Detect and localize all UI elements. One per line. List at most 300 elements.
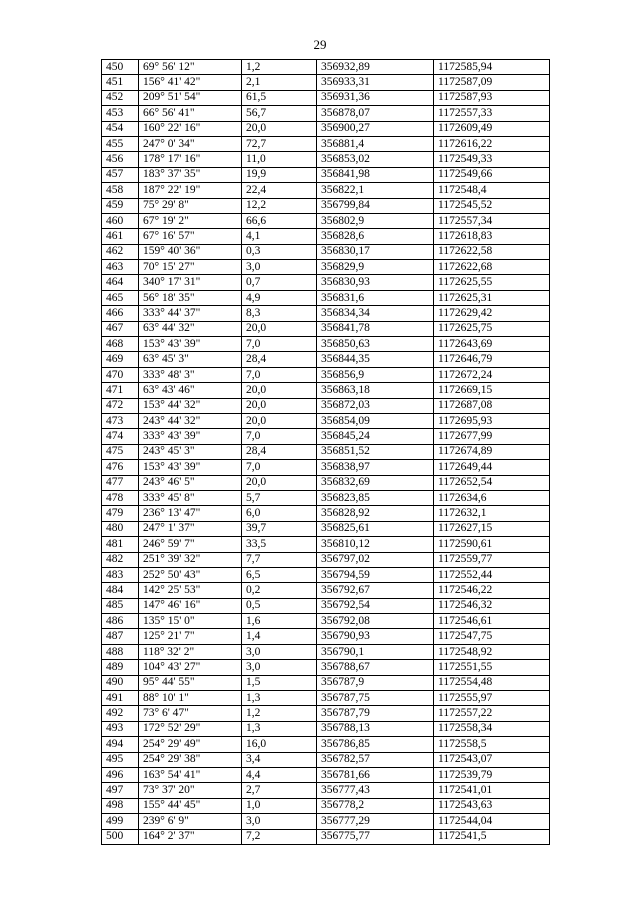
table-row [102, 767, 550, 782]
length-cell: 1,6 [242, 614, 317, 629]
y-coordinate-cell: 1172625,75 [434, 321, 550, 336]
point-number-cell: 462 [102, 244, 139, 259]
length-cell: 33,5 [242, 537, 317, 552]
point-number-cell: 496 [102, 767, 139, 782]
direction-angle-cell: 88° 10' 1" [139, 691, 242, 706]
table-row [102, 152, 550, 167]
direction-angle-cell: 63° 45' 3" [139, 352, 242, 367]
y-coordinate-cell: 1172557,34 [434, 213, 550, 228]
length-cell: 3,0 [242, 660, 317, 675]
direction-angle-cell: 333° 45' 8" [139, 490, 242, 505]
x-coordinate-cell: 356841,98 [317, 167, 434, 182]
table-row [102, 614, 550, 629]
length-cell: 16,0 [242, 737, 317, 752]
table-row [102, 90, 550, 105]
x-coordinate-cell: 356788,67 [317, 660, 434, 675]
table-row [102, 691, 550, 706]
y-coordinate-cell: 1172543,07 [434, 752, 550, 767]
point-number-cell: 481 [102, 537, 139, 552]
point-number-cell: 452 [102, 90, 139, 105]
table-row [102, 444, 550, 459]
x-coordinate-cell: 356828,92 [317, 506, 434, 521]
y-coordinate-cell: 1172546,22 [434, 583, 550, 598]
table-row [102, 213, 550, 228]
point-number-cell: 482 [102, 552, 139, 567]
y-coordinate-cell: 1172585,94 [434, 60, 550, 75]
direction-angle-cell: 147° 46' 16" [139, 598, 242, 613]
length-cell: 3,0 [242, 644, 317, 659]
point-number-cell: 464 [102, 275, 139, 290]
x-coordinate-cell: 356850,63 [317, 337, 434, 352]
x-coordinate-cell: 356777,43 [317, 783, 434, 798]
point-number-cell: 499 [102, 814, 139, 829]
table-row [102, 752, 550, 767]
point-number-cell: 476 [102, 460, 139, 475]
table-row [102, 244, 550, 259]
direction-angle-cell: 73° 6' 47" [139, 706, 242, 721]
direction-angle-cell: 118° 32' 2" [139, 644, 242, 659]
y-coordinate-cell: 1172695,93 [434, 413, 550, 428]
y-coordinate-cell: 1172547,75 [434, 629, 550, 644]
point-number-cell: 488 [102, 644, 139, 659]
direction-angle-cell: 209° 51' 54" [139, 90, 242, 105]
length-cell: 2,7 [242, 783, 317, 798]
table-row [102, 721, 550, 736]
y-coordinate-cell: 1172669,15 [434, 383, 550, 398]
y-coordinate-cell: 1172672,24 [434, 367, 550, 382]
point-number-cell: 454 [102, 121, 139, 136]
x-coordinate-cell: 356844,35 [317, 352, 434, 367]
x-coordinate-cell: 356845,24 [317, 429, 434, 444]
direction-angle-cell: 67° 16' 57" [139, 229, 242, 244]
length-cell: 1,3 [242, 691, 317, 706]
direction-angle-cell: 156° 41' 42" [139, 75, 242, 90]
length-cell: 6,0 [242, 506, 317, 521]
table-row [102, 737, 550, 752]
direction-angle-cell: 239° 6' 9" [139, 814, 242, 829]
point-number-cell: 468 [102, 337, 139, 352]
length-cell: 4,4 [242, 767, 317, 782]
x-coordinate-cell: 356872,03 [317, 398, 434, 413]
point-number-cell: 471 [102, 383, 139, 398]
x-coordinate-cell: 356792,67 [317, 583, 434, 598]
direction-angle-cell: 254° 29' 38" [139, 752, 242, 767]
x-coordinate-cell: 356792,54 [317, 598, 434, 613]
direction-angle-cell: 56° 18' 35" [139, 290, 242, 305]
y-coordinate-cell: 1172652,54 [434, 475, 550, 490]
y-coordinate-cell: 1172545,52 [434, 198, 550, 213]
table-row [102, 337, 550, 352]
point-number-cell: 451 [102, 75, 139, 90]
table-row [102, 367, 550, 382]
x-coordinate-cell: 356854,09 [317, 413, 434, 428]
x-coordinate-cell: 356932,89 [317, 60, 434, 75]
table-row [102, 306, 550, 321]
length-cell: 20,0 [242, 475, 317, 490]
table-row [102, 675, 550, 690]
direction-angle-cell: 178° 17' 16" [139, 152, 242, 167]
table-row [102, 229, 550, 244]
length-cell: 1,4 [242, 629, 317, 644]
length-cell: 39,7 [242, 521, 317, 536]
length-cell: 7,7 [242, 552, 317, 567]
x-coordinate-cell: 356799,84 [317, 198, 434, 213]
table-row [102, 506, 550, 521]
y-coordinate-cell: 1172552,44 [434, 567, 550, 582]
x-coordinate-cell: 356781,66 [317, 767, 434, 782]
y-coordinate-cell: 1172649,44 [434, 460, 550, 475]
direction-angle-cell: 333° 44' 37" [139, 306, 242, 321]
y-coordinate-cell: 1172622,68 [434, 260, 550, 275]
point-number-cell: 484 [102, 583, 139, 598]
x-coordinate-cell: 356823,85 [317, 490, 434, 505]
length-cell: 0,5 [242, 598, 317, 613]
length-cell: 11,0 [242, 152, 317, 167]
point-number-cell: 493 [102, 721, 139, 736]
x-coordinate-cell: 356851,52 [317, 444, 434, 459]
table-row [102, 183, 550, 198]
point-number-cell: 461 [102, 229, 139, 244]
length-cell: 20,0 [242, 383, 317, 398]
point-number-cell: 485 [102, 598, 139, 613]
table-row [102, 260, 550, 275]
y-coordinate-cell: 1172558,5 [434, 737, 550, 752]
direction-angle-cell: 243° 44' 32" [139, 413, 242, 428]
length-cell: 1,0 [242, 798, 317, 813]
length-cell: 28,4 [242, 444, 317, 459]
direction-angle-cell: 251° 39' 32" [139, 552, 242, 567]
y-coordinate-cell: 1172616,22 [434, 136, 550, 151]
direction-angle-cell: 163° 54' 41" [139, 767, 242, 782]
y-coordinate-cell: 1172539,79 [434, 767, 550, 782]
direction-angle-cell: 247° 1' 37" [139, 521, 242, 536]
table-row [102, 398, 550, 413]
page-number: 29 [313, 37, 327, 52]
y-coordinate-cell: 1172546,32 [434, 598, 550, 613]
point-number-cell: 492 [102, 706, 139, 721]
direction-angle-cell: 254° 29' 49" [139, 737, 242, 752]
table-row [102, 552, 550, 567]
length-cell: 4,1 [242, 229, 317, 244]
y-coordinate-cell: 1172559,77 [434, 552, 550, 567]
point-number-cell: 478 [102, 490, 139, 505]
point-number-cell: 495 [102, 752, 139, 767]
y-coordinate-cell: 1172544,04 [434, 814, 550, 829]
direction-angle-cell: 236° 13' 47" [139, 506, 242, 521]
direction-angle-cell: 340° 17' 31" [139, 275, 242, 290]
point-number-cell: 479 [102, 506, 139, 521]
length-cell: 28,4 [242, 352, 317, 367]
y-coordinate-cell: 1172587,93 [434, 90, 550, 105]
length-cell: 20,0 [242, 121, 317, 136]
point-number-cell: 467 [102, 321, 139, 336]
direction-angle-cell: 67° 19' 2" [139, 213, 242, 228]
length-cell: 1,2 [242, 706, 317, 721]
y-coordinate-cell: 1172625,31 [434, 290, 550, 305]
y-coordinate-cell: 1172609,49 [434, 121, 550, 136]
length-cell: 20,0 [242, 398, 317, 413]
table-row [102, 629, 550, 644]
y-coordinate-cell: 1172625,55 [434, 275, 550, 290]
table-row [102, 413, 550, 428]
point-number-cell: 457 [102, 167, 139, 182]
point-number-cell: 486 [102, 614, 139, 629]
x-coordinate-cell: 356786,85 [317, 737, 434, 752]
x-coordinate-cell: 356790,93 [317, 629, 434, 644]
x-coordinate-cell: 356802,9 [317, 213, 434, 228]
x-coordinate-cell: 356828,6 [317, 229, 434, 244]
x-coordinate-cell: 356900,27 [317, 121, 434, 136]
y-coordinate-cell: 1172557,33 [434, 106, 550, 121]
table-row [102, 598, 550, 613]
x-coordinate-cell: 356775,77 [317, 829, 434, 844]
y-coordinate-cell: 1172618,83 [434, 229, 550, 244]
length-cell: 1,2 [242, 60, 317, 75]
x-coordinate-cell: 356878,07 [317, 106, 434, 121]
table-row [102, 321, 550, 336]
y-coordinate-cell: 1172557,22 [434, 706, 550, 721]
x-coordinate-cell: 356831,6 [317, 290, 434, 305]
direction-angle-cell: 155° 44' 45" [139, 798, 242, 813]
point-number-cell: 455 [102, 136, 139, 151]
point-number-cell: 470 [102, 367, 139, 382]
direction-angle-cell: 70° 15' 27" [139, 260, 242, 275]
direction-angle-cell: 125° 21' 7" [139, 629, 242, 644]
direction-angle-cell: 243° 45' 3" [139, 444, 242, 459]
y-coordinate-cell: 1172674,89 [434, 444, 550, 459]
length-cell: 61,5 [242, 90, 317, 105]
point-number-cell: 458 [102, 183, 139, 198]
point-number-cell: 469 [102, 352, 139, 367]
point-number-cell: 459 [102, 198, 139, 213]
direction-angle-cell: 95° 44' 55" [139, 675, 242, 690]
direction-angle-cell: 142° 25' 53" [139, 583, 242, 598]
length-cell: 2,1 [242, 75, 317, 90]
point-number-cell: 465 [102, 290, 139, 305]
point-number-cell: 472 [102, 398, 139, 413]
table-row [102, 490, 550, 505]
x-coordinate-cell: 356787,9 [317, 675, 434, 690]
length-cell: 5,7 [242, 490, 317, 505]
table-row [102, 583, 550, 598]
table-row [102, 429, 550, 444]
direction-angle-cell: 63° 43' 46" [139, 383, 242, 398]
direction-angle-cell: 164° 2' 37" [139, 829, 242, 844]
x-coordinate-cell: 356856,9 [317, 367, 434, 382]
length-cell: 19,9 [242, 167, 317, 182]
x-coordinate-cell: 356853,02 [317, 152, 434, 167]
x-coordinate-cell: 356834,34 [317, 306, 434, 321]
table-row [102, 475, 550, 490]
point-number-cell: 500 [102, 829, 139, 844]
x-coordinate-cell: 356777,29 [317, 814, 434, 829]
x-coordinate-cell: 356829,9 [317, 260, 434, 275]
x-coordinate-cell: 356822,1 [317, 183, 434, 198]
length-cell: 7,2 [242, 829, 317, 844]
length-cell: 0,3 [242, 244, 317, 259]
direction-angle-cell: 63° 44' 32" [139, 321, 242, 336]
point-number-cell: 487 [102, 629, 139, 644]
table-row [102, 521, 550, 536]
length-cell: 7,0 [242, 460, 317, 475]
table-row [102, 537, 550, 552]
length-cell: 22,4 [242, 183, 317, 198]
length-cell: 0,7 [242, 275, 317, 290]
length-cell: 20,0 [242, 321, 317, 336]
length-cell: 0,2 [242, 583, 317, 598]
y-coordinate-cell: 1172627,15 [434, 521, 550, 536]
x-coordinate-cell: 356778,2 [317, 798, 434, 813]
y-coordinate-cell: 1172646,79 [434, 352, 550, 367]
table-row [102, 829, 550, 844]
point-number-cell: 494 [102, 737, 139, 752]
direction-angle-cell: 247° 0' 34" [139, 136, 242, 151]
direction-angle-cell: 66° 56' 41" [139, 106, 242, 121]
x-coordinate-cell: 356863,18 [317, 383, 434, 398]
x-coordinate-cell: 356810,12 [317, 537, 434, 552]
length-cell: 56,7 [242, 106, 317, 121]
x-coordinate-cell: 356788,13 [317, 721, 434, 736]
table-row [102, 121, 550, 136]
x-coordinate-cell: 356832,69 [317, 475, 434, 490]
y-coordinate-cell: 1172687,08 [434, 398, 550, 413]
point-number-cell: 475 [102, 444, 139, 459]
y-coordinate-cell: 1172549,66 [434, 167, 550, 182]
point-number-cell: 480 [102, 521, 139, 536]
x-coordinate-cell: 356825,61 [317, 521, 434, 536]
length-cell: 7,0 [242, 429, 317, 444]
x-coordinate-cell: 356787,75 [317, 691, 434, 706]
table-row [102, 383, 550, 398]
point-number-cell: 463 [102, 260, 139, 275]
point-number-cell: 497 [102, 783, 139, 798]
y-coordinate-cell: 1172543,63 [434, 798, 550, 813]
table-row [102, 198, 550, 213]
x-coordinate-cell: 356782,57 [317, 752, 434, 767]
table-row [102, 136, 550, 151]
y-coordinate-cell: 1172554,48 [434, 675, 550, 690]
y-coordinate-cell: 1172551,55 [434, 660, 550, 675]
length-cell: 7,0 [242, 367, 317, 382]
direction-angle-cell: 187° 22' 19" [139, 183, 242, 198]
table-row [102, 460, 550, 475]
direction-angle-cell: 73° 37' 20" [139, 783, 242, 798]
table-row [102, 275, 550, 290]
x-coordinate-cell: 356792,08 [317, 614, 434, 629]
length-cell: 72,7 [242, 136, 317, 151]
point-number-cell: 466 [102, 306, 139, 321]
table-row [102, 814, 550, 829]
y-coordinate-cell: 1172622,58 [434, 244, 550, 259]
table-row [102, 352, 550, 367]
coordinates-table [101, 59, 550, 845]
point-number-cell: 498 [102, 798, 139, 813]
y-coordinate-cell: 1172634,6 [434, 490, 550, 505]
table-row [102, 660, 550, 675]
length-cell: 1,5 [242, 675, 317, 690]
point-number-cell: 477 [102, 475, 139, 490]
length-cell: 7,0 [242, 337, 317, 352]
x-coordinate-cell: 356830,17 [317, 244, 434, 259]
direction-angle-cell: 252° 50' 43" [139, 567, 242, 582]
point-number-cell: 450 [102, 60, 139, 75]
x-coordinate-cell: 356790,1 [317, 644, 434, 659]
table-row [102, 60, 550, 75]
x-coordinate-cell: 356787,79 [317, 706, 434, 721]
direction-angle-cell: 153° 44' 32" [139, 398, 242, 413]
table-row [102, 798, 550, 813]
y-coordinate-cell: 1172548,4 [434, 183, 550, 198]
table-row [102, 706, 550, 721]
y-coordinate-cell: 1172677,99 [434, 429, 550, 444]
length-cell: 8,3 [242, 306, 317, 321]
x-coordinate-cell: 356931,36 [317, 90, 434, 105]
x-coordinate-cell: 356794,59 [317, 567, 434, 582]
table-row [102, 644, 550, 659]
direction-angle-cell: 69° 56' 12" [139, 60, 242, 75]
direction-angle-cell: 160° 22' 16" [139, 121, 242, 136]
direction-angle-cell: 333° 48' 3" [139, 367, 242, 382]
length-cell: 3,0 [242, 814, 317, 829]
y-coordinate-cell: 1172548,92 [434, 644, 550, 659]
table-row [102, 290, 550, 305]
length-cell: 3,0 [242, 260, 317, 275]
direction-angle-cell: 75° 29' 8" [139, 198, 242, 213]
direction-angle-cell: 159° 40' 36" [139, 244, 242, 259]
table-row [102, 783, 550, 798]
length-cell: 1,3 [242, 721, 317, 736]
point-number-cell: 474 [102, 429, 139, 444]
length-cell: 66,6 [242, 213, 317, 228]
table-row [102, 167, 550, 182]
y-coordinate-cell: 1172541,01 [434, 783, 550, 798]
point-number-cell: 453 [102, 106, 139, 121]
y-coordinate-cell: 1172590,61 [434, 537, 550, 552]
y-coordinate-cell: 1172558,34 [434, 721, 550, 736]
y-coordinate-cell: 1172587,09 [434, 75, 550, 90]
x-coordinate-cell: 356797,02 [317, 552, 434, 567]
coordinates-table-body [102, 60, 550, 845]
point-number-cell: 490 [102, 675, 139, 690]
table-row [102, 106, 550, 121]
y-coordinate-cell: 1172555,97 [434, 691, 550, 706]
table-row [102, 75, 550, 90]
y-coordinate-cell: 1172643,69 [434, 337, 550, 352]
direction-angle-cell: 183° 37' 35" [139, 167, 242, 182]
direction-angle-cell: 153° 43' 39" [139, 460, 242, 475]
y-coordinate-cell: 1172541,5 [434, 829, 550, 844]
direction-angle-cell: 333° 43' 39" [139, 429, 242, 444]
x-coordinate-cell: 356841,78 [317, 321, 434, 336]
y-coordinate-cell: 1172546,61 [434, 614, 550, 629]
direction-angle-cell: 172° 52' 29" [139, 721, 242, 736]
point-number-cell: 460 [102, 213, 139, 228]
point-number-cell: 483 [102, 567, 139, 582]
point-number-cell: 491 [102, 691, 139, 706]
point-number-cell: 473 [102, 413, 139, 428]
x-coordinate-cell: 356838,97 [317, 460, 434, 475]
y-coordinate-cell: 1172629,42 [434, 306, 550, 321]
length-cell: 6,5 [242, 567, 317, 582]
direction-angle-cell: 243° 46' 5" [139, 475, 242, 490]
point-number-cell: 456 [102, 152, 139, 167]
direction-angle-cell: 135° 15' 0" [139, 614, 242, 629]
x-coordinate-cell: 356933,31 [317, 75, 434, 90]
length-cell: 20,0 [242, 413, 317, 428]
x-coordinate-cell: 356830,93 [317, 275, 434, 290]
point-number-cell: 489 [102, 660, 139, 675]
direction-angle-cell: 104° 43' 27" [139, 660, 242, 675]
